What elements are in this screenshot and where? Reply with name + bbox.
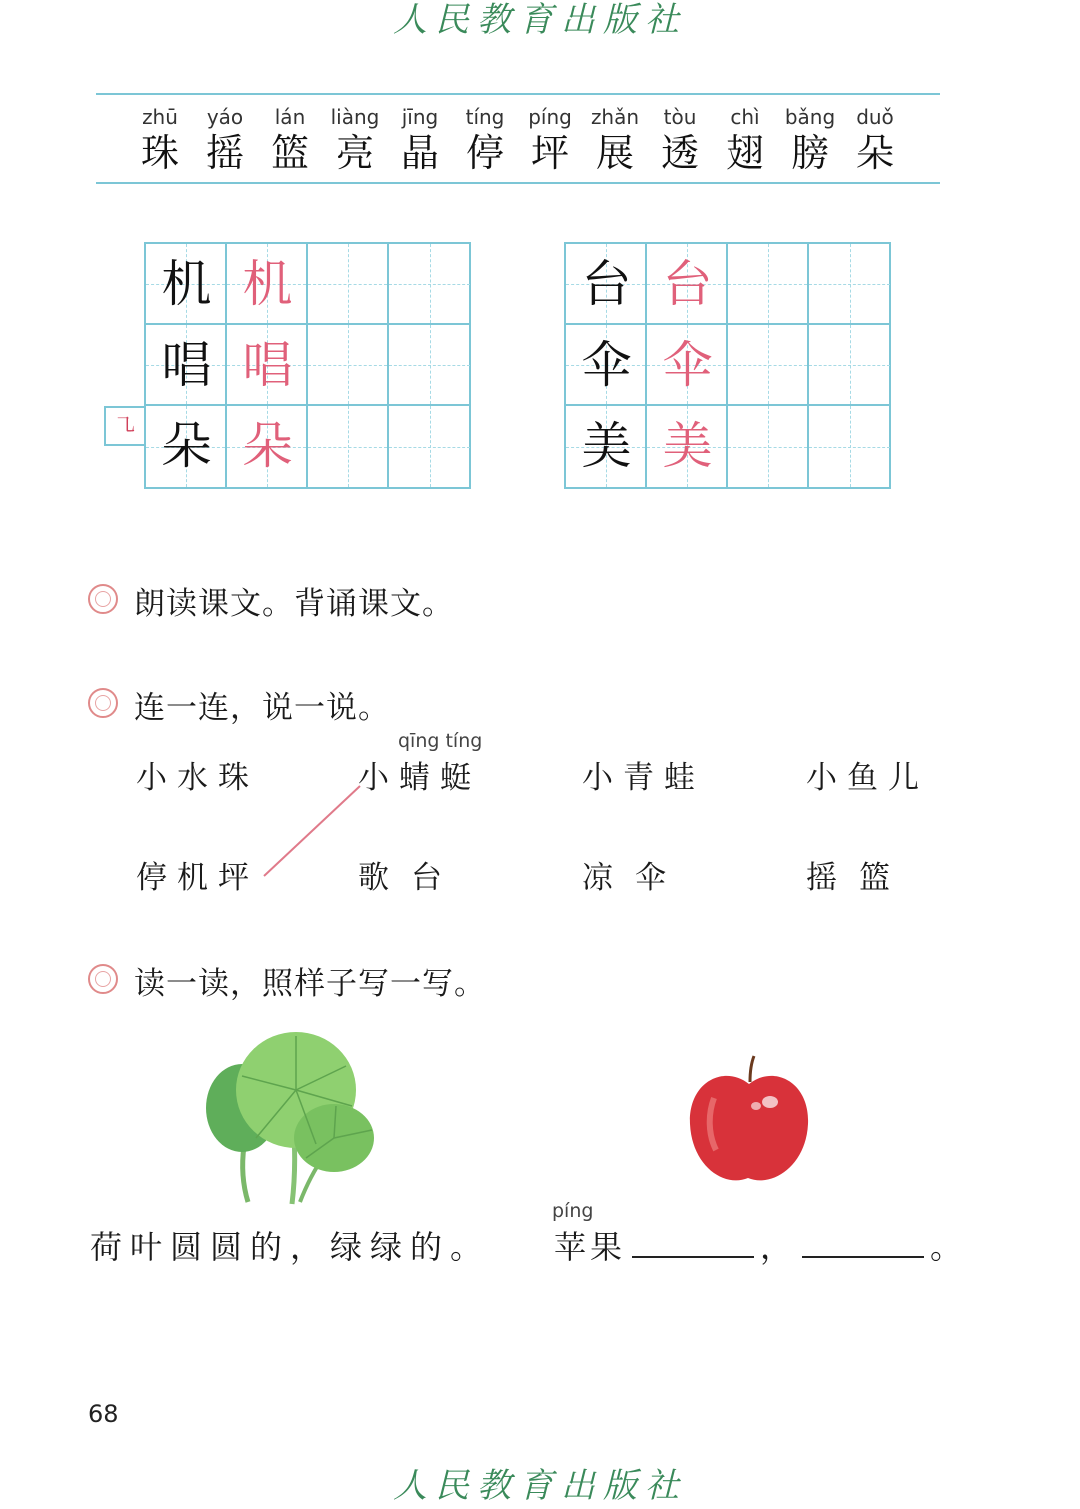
match-top-word[interactable]: 小水珠 <box>136 760 259 796</box>
vocab-pinyin: duǒ <box>856 105 894 129</box>
vocab-pinyin: tíng <box>465 105 505 129</box>
lotus-leaf-illustration <box>196 1026 386 1206</box>
model-character: 美 <box>581 417 632 475</box>
vocab-pinyin: liàng <box>330 105 380 129</box>
vocab-hanzi: 翅 <box>725 131 764 175</box>
vocab-hanzi: 亮 <box>335 131 374 175</box>
vocab-hanzi: 停 <box>465 131 504 175</box>
apple-illustration <box>684 1054 814 1188</box>
apple-pinyin: píng <box>552 1200 594 1222</box>
vocab-hanzi: 坪 <box>530 131 569 175</box>
vocab-pinyin: lán <box>274 105 306 129</box>
trace-character: 机 <box>242 255 293 313</box>
match-top-word[interactable]: 小鱼儿 <box>806 760 929 796</box>
exercise-2-text: 连一连，说一说。 <box>134 690 390 726</box>
vocab-hanzi: 晶 <box>400 131 439 175</box>
vocab-hanzi: 朵 <box>855 131 894 175</box>
match-top-word[interactable]: 小蜻蜓 <box>358 760 481 796</box>
fill-in-sentence <box>554 1222 966 1268</box>
vocab-hanzi: 透 <box>660 131 699 175</box>
vocab-pinyin: chì <box>730 105 760 129</box>
model-character: 台 <box>581 255 632 313</box>
page-number: 68 <box>88 1400 119 1428</box>
fill-in-blank-1[interactable] <box>632 1226 754 1258</box>
trace-character: 伞 <box>662 336 713 394</box>
vocab-pinyin: zhǎn <box>590 105 640 129</box>
example-sentence: 荷叶圆圆的，绿绿的。 <box>90 1228 491 1266</box>
fill-in-blank-2[interactable] <box>802 1226 924 1258</box>
match-top-word[interactable]: 小青蛙 <box>582 760 705 796</box>
model-character: 朵 <box>161 417 212 475</box>
exercise-3-text: 读一读，照样子写一写。 <box>134 966 486 1002</box>
vocab-hanzi: 珠 <box>140 131 179 175</box>
model-character: 唱 <box>161 336 212 394</box>
match-bottom-word[interactable]: 歌台 <box>358 860 464 896</box>
match-bottom-word[interactable]: 凉伞 <box>582 860 688 896</box>
model-character: 机 <box>161 255 212 313</box>
match-bottom-word[interactable]: 停机坪 <box>136 860 259 896</box>
vocab-pinyin: bǎng <box>784 105 836 129</box>
vocab-hanzi: 篮 <box>270 131 309 175</box>
vocab-pinyin: píng <box>528 105 572 129</box>
fill-in-start: 苹果 <box>554 1228 627 1266</box>
trace-character: 唱 <box>242 336 293 394</box>
trace-character: 朵 <box>242 417 293 475</box>
exercise-1-text: 朗读课文。背诵课文。 <box>134 586 454 622</box>
match-bottom-word[interactable]: 摇篮 <box>806 860 912 896</box>
vocab-pinyin: jīng <box>401 105 439 129</box>
stroke-hint-box: ㇈ <box>104 406 144 446</box>
trace-character: 台 <box>662 255 713 313</box>
dragonfly-pinyin: qīng tíng <box>398 730 483 752</box>
vocab-hanzi: 展 <box>595 131 634 175</box>
publisher-logo-bottom: 人民教育出版社 <box>393 1466 687 1506</box>
vocab-pinyin: zhū <box>142 105 178 129</box>
vocab-hanzi: 膀 <box>790 131 829 175</box>
exercise-icon <box>88 964 118 994</box>
publisher-logo-top: 人民教育出版社 <box>393 0 687 40</box>
model-character: 伞 <box>581 336 632 394</box>
vocab-pinyin: yáo <box>206 105 244 129</box>
fill-in-period: 。 <box>930 1228 967 1266</box>
vocab-pinyin: tòu <box>663 105 697 129</box>
vocab-hanzi: 摇 <box>205 131 244 175</box>
trace-character: 美 <box>662 417 713 475</box>
fill-in-comma: ， <box>760 1228 797 1266</box>
